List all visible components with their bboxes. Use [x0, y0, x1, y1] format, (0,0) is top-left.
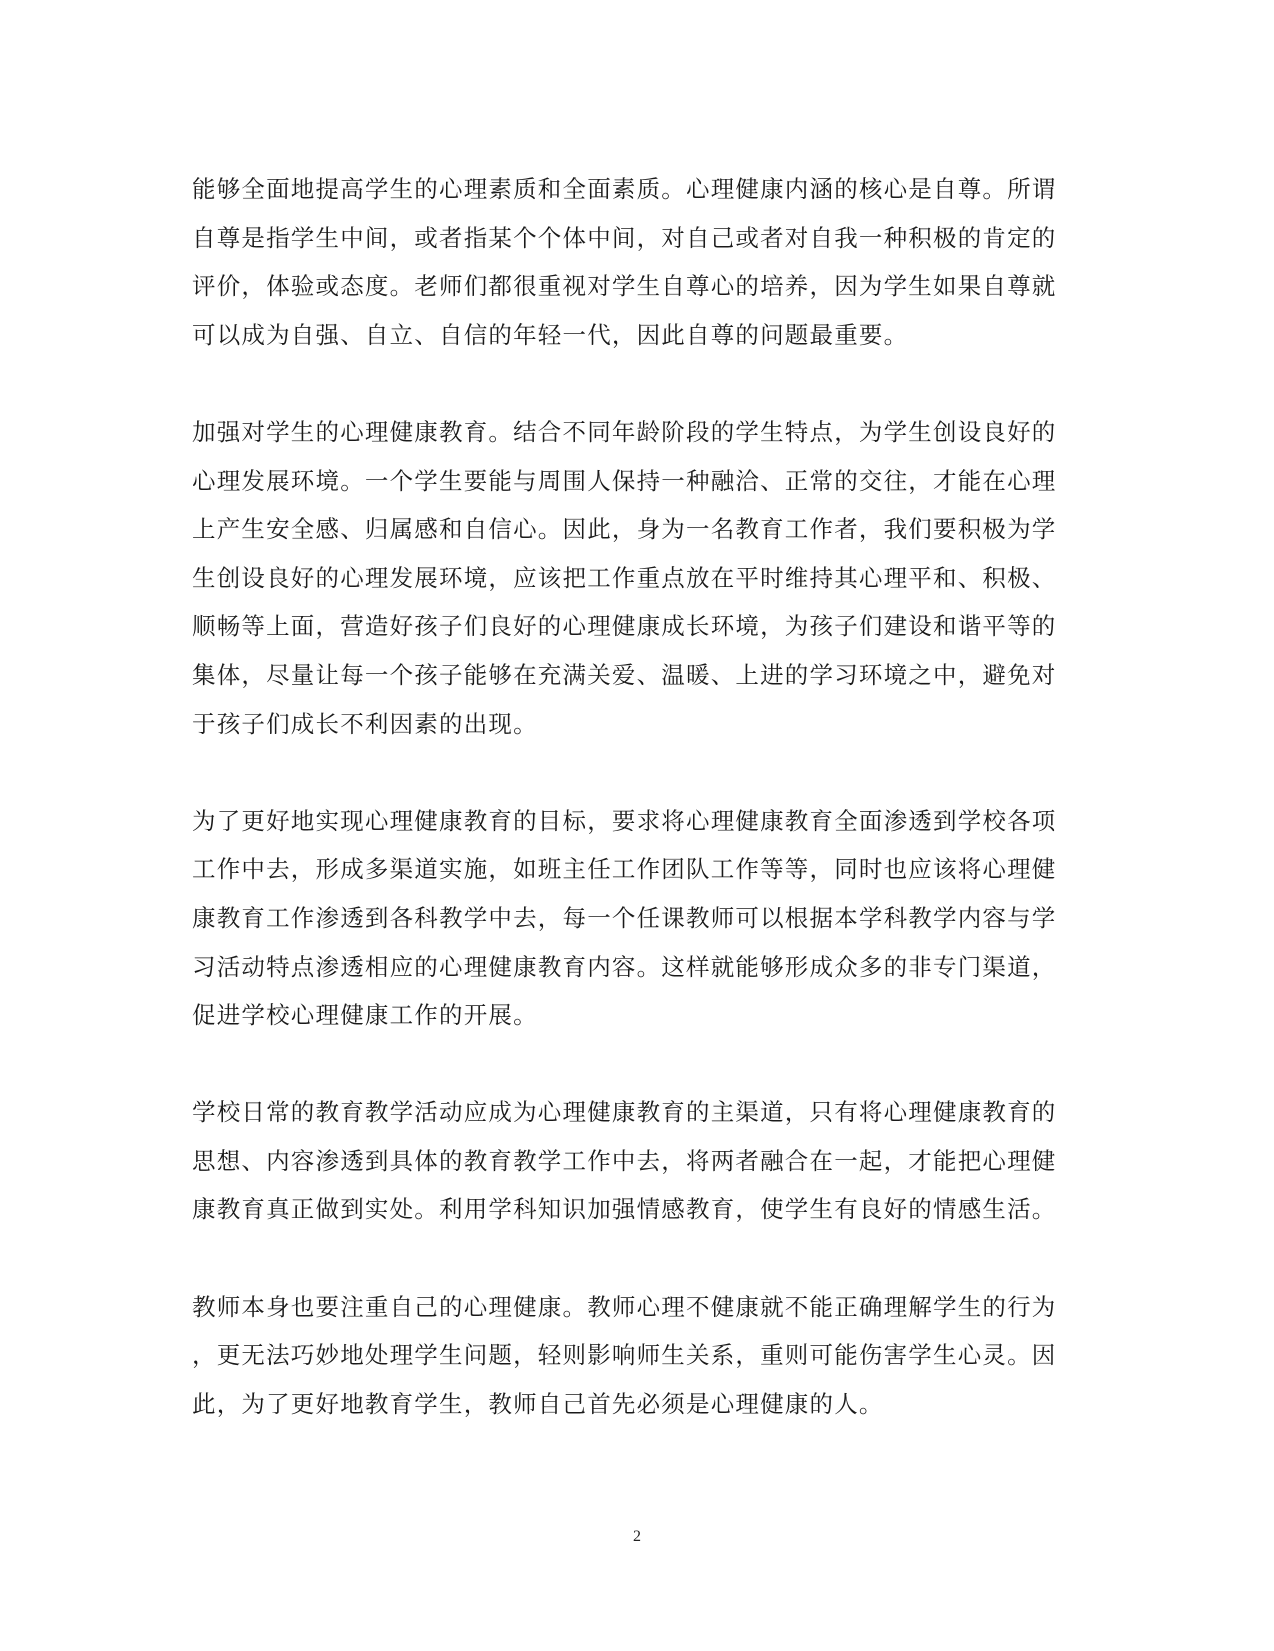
text-line: 上产生安全感、归属感和自信心。因此，身为一名教育工作者，我们要积极为学 — [192, 515, 1057, 544]
paragraph-spacer — [192, 1234, 1072, 1283]
paragraph-4 — [192, 1088, 1072, 1234]
text-line: 促进学校心理健康工作的开展。 — [192, 1001, 538, 1030]
text-line: 康教育真正做到实处。利用学科知识加强情感教育，使学生有良好的情感生活。 — [192, 1195, 1057, 1224]
page-number: 2 — [633, 1528, 641, 1545]
paragraph-5 — [192, 1283, 1072, 1429]
text-line: 习活动特点渗透相应的心理健康教育内容。这样就能够形成众多的非专门渠道， — [192, 952, 1057, 981]
paragraph-2 — [192, 408, 1072, 748]
text-line: 生创设良好的心理发展环境，应该把工作重点放在平时维持其心理平和、积极、 — [192, 563, 1057, 592]
text-line: 加强对学生的心理健康教育。结合不同年龄阶段的学生特点，为学生创设良好的 — [192, 417, 1057, 446]
text-line: 能够全面地提高学生的心理素质和全面素质。心理健康内涵的核心是自尊。所谓 — [192, 175, 1057, 203]
text-line: 集体，尽量让每一个孩子能够在充满关爱、温暖、上进的学习环境之中，避免对 — [192, 660, 1057, 689]
paragraph-spacer — [192, 748, 1072, 797]
text-line: 思想、内容渗透到具体的教育教学工作中去，将两者融合在一起，才能把心理健 — [192, 1146, 1057, 1175]
text-line: 顺畅等上面，营造好孩子们良好的心理健康成长环境，为孩子们建设和谐平等的 — [192, 612, 1057, 641]
text-line: 评价，体验或态度。老师们都很重视对学生自尊心的培养，因为学生如果自尊就 — [192, 272, 1057, 301]
text-line: 为了更好地实现心理健康教育的目标，要求将心理健康教育全面渗透到学校各项 — [192, 806, 1057, 835]
paragraph-spacer — [192, 1040, 1072, 1089]
text-line: 于孩子们成长不利因素的出现。 — [192, 709, 538, 738]
text-line: 康教育工作渗透到各科教学中去，每一个任课教师可以根据本学科教学内容与学 — [192, 903, 1057, 932]
text-line: 此，为了更好地教育学生，教师自己首先必须是心理健康的人。 — [192, 1389, 884, 1418]
document-body — [192, 165, 1072, 1428]
text-line: 心理发展环境。一个学生要能与周围人保持一种融洽、正常的交往，才能在心理 — [192, 466, 1057, 495]
text-line: ，更无法巧妙地处理学生问题，轻则影响师生关系，重则可能伤害学生心灵。因 — [192, 1341, 1057, 1370]
text-line: 可以成为自强、自立、自信的年轻一代，因此自尊的问题最重要。 — [192, 320, 909, 349]
paragraph-1 — [192, 165, 1072, 359]
text-line: 学校日常的教育教学活动应成为心理健康教育的主渠道，只有将心理健康教育的 — [192, 1098, 1057, 1127]
text-line: 自尊是指学生中间，或者指某个个体中间，对自己或者对自我一种积极的肯定的 — [192, 223, 1057, 252]
text-line: 教师本身也要注重自己的心理健康。教师心理不健康就不能正确理解学生的行为 — [192, 1292, 1057, 1321]
text-line: 工作中去，形成多渠道实施，如班主任工作团队工作等等，同时也应该将心理健 — [192, 855, 1057, 884]
paragraph-3 — [192, 797, 1072, 1040]
paragraph-spacer — [192, 359, 1072, 408]
